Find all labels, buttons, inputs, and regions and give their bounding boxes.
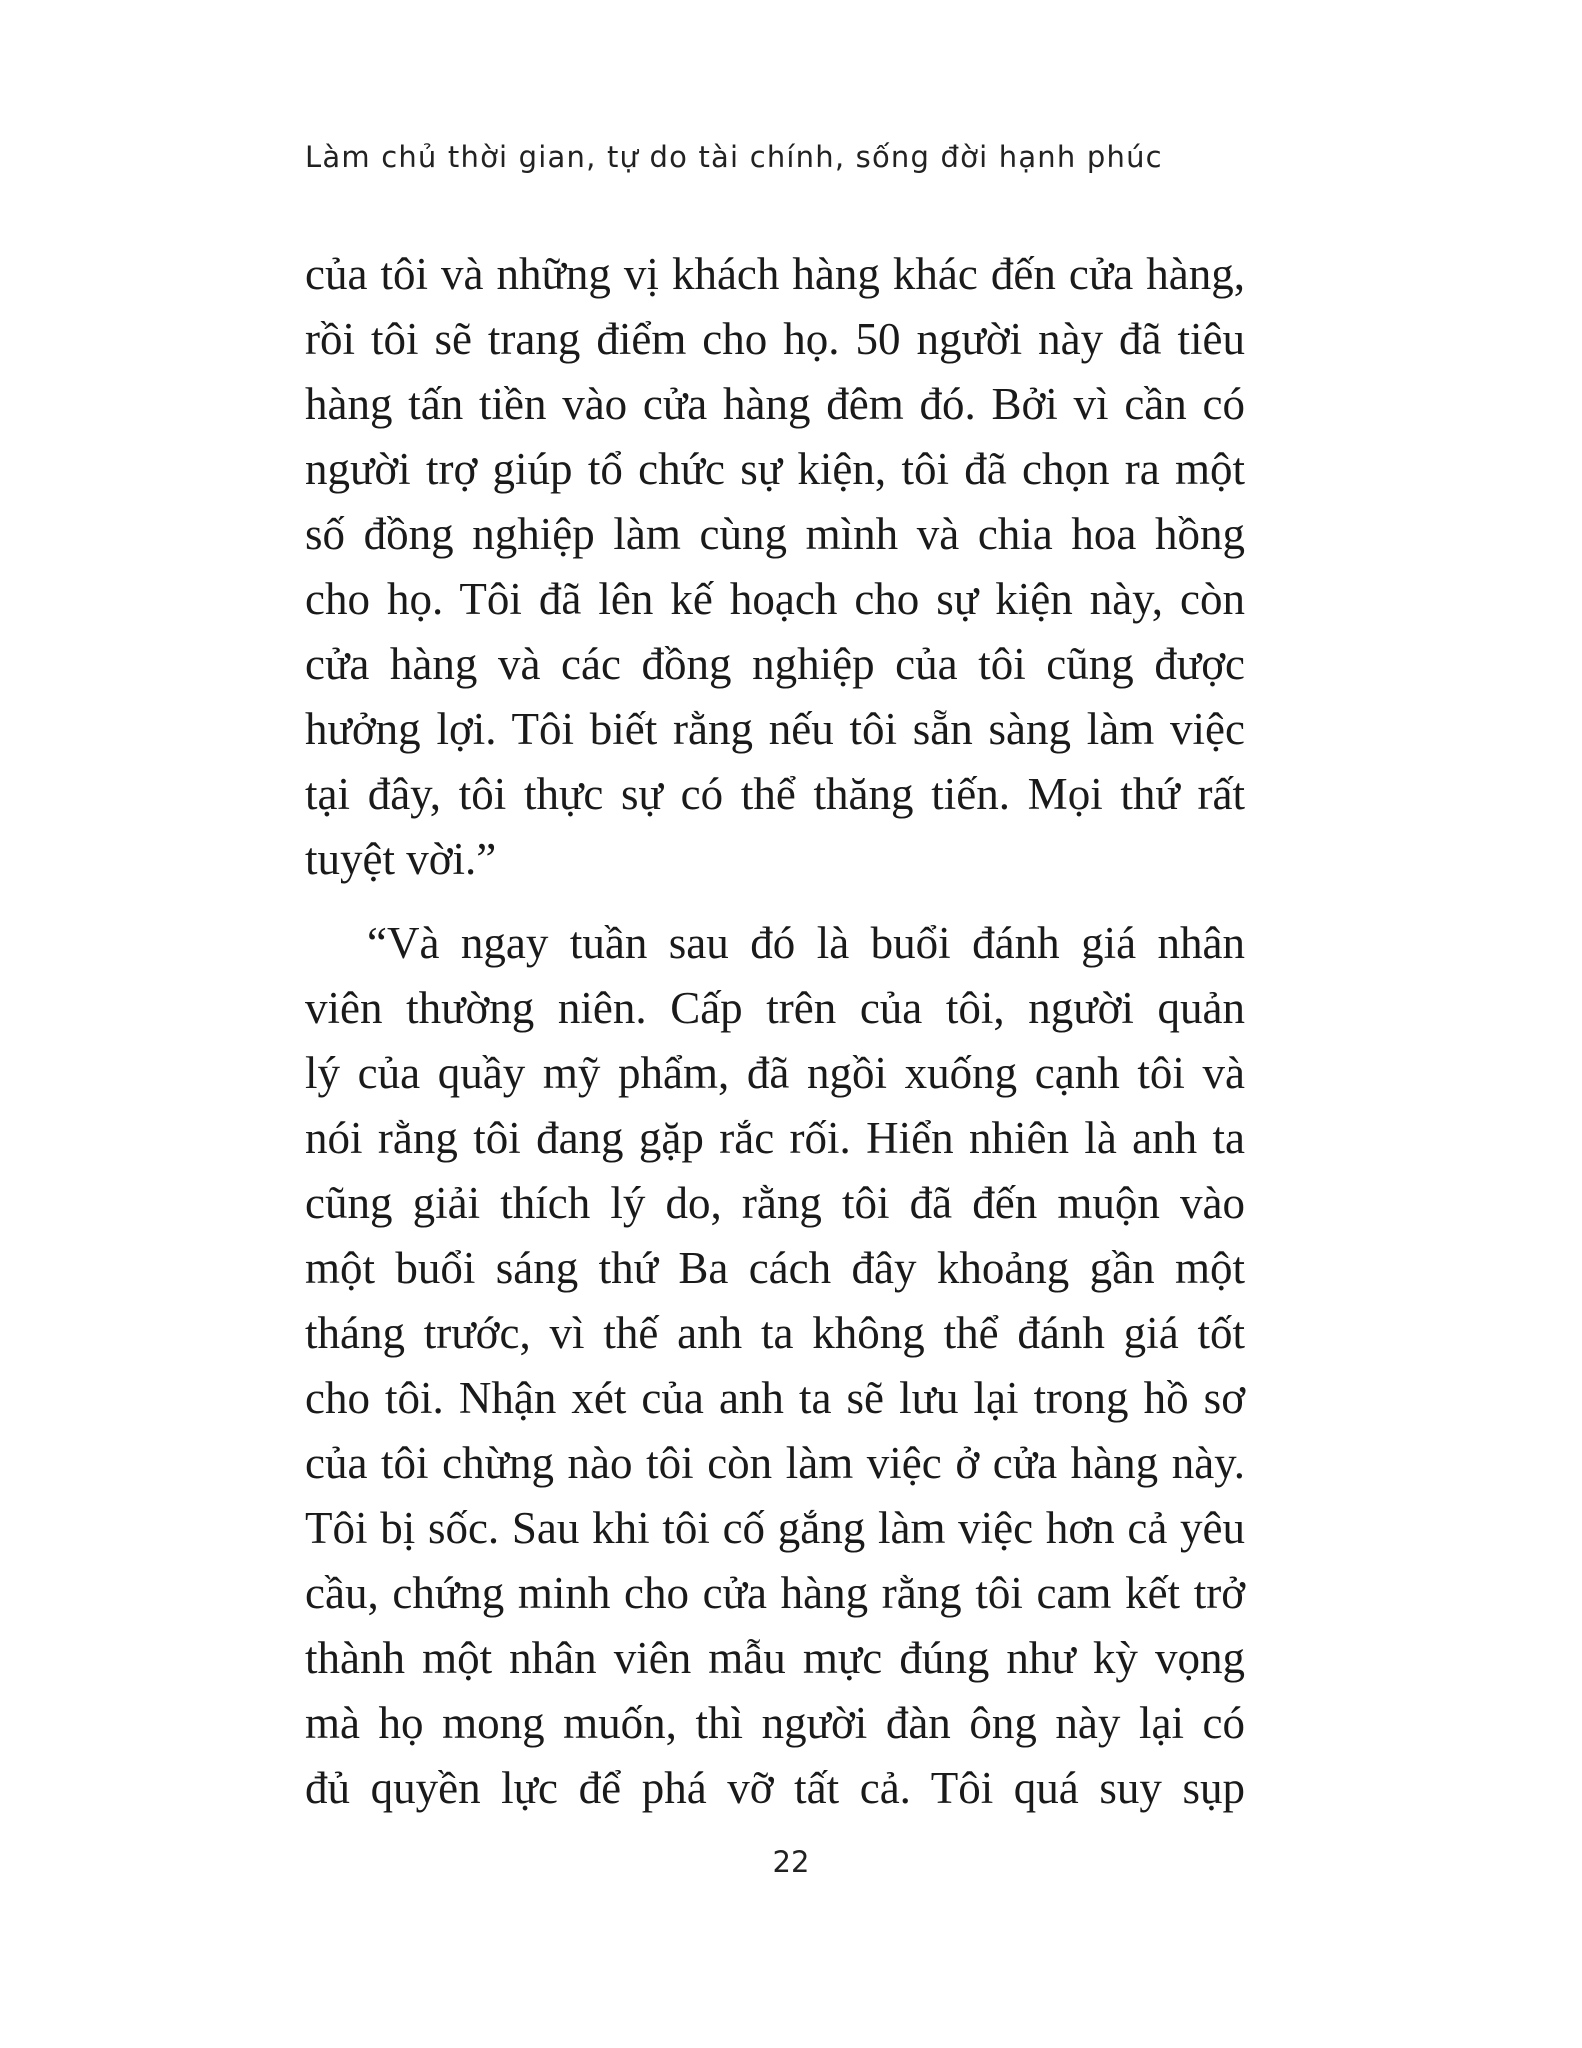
running-header-title: Làm chủ thời gian, tự do tài chính, sống đời hạnh phúc xyxy=(305,140,1163,174)
text-line: số đồng nghiệp làm cùng mình và chia hoa hồng xyxy=(305,509,1245,559)
text-line: cho tôi. Nhận xét của anh ta sẽ lưu lại trong hồ sơ xyxy=(305,1373,1245,1423)
body-text xyxy=(305,242,1245,1821)
text-line: của tôi chừng nào tôi còn làm việc ở cửa hàng này. xyxy=(305,1438,1245,1488)
text-line: mà họ mong muốn, thì người đàn ông này lại có xyxy=(305,1698,1245,1748)
paragraph-2 xyxy=(305,911,1245,1821)
text-line: của tôi và những vị khách hàng khác đến cửa hàng, xyxy=(305,249,1245,299)
page-number: 22 xyxy=(772,1845,810,1879)
paragraph-spacer xyxy=(305,892,1245,911)
text-line: cho họ. Tôi đã lên kế hoạch cho sự kiện này, còn xyxy=(305,574,1245,624)
text-line: tuyệt vời.” xyxy=(305,834,497,884)
text-line: nói rằng tôi đang gặp rắc rối. Hiển nhiên là anh ta xyxy=(305,1113,1245,1163)
text-line: hàng tấn tiền vào cửa hàng đêm đó. Bởi vì cần có xyxy=(305,379,1245,429)
text-line: cửa hàng và các đồng nghiệp của tôi cũng được xyxy=(305,639,1245,689)
text-line: viên thường niên. Cấp trên của tôi, người quản xyxy=(305,983,1245,1033)
text-line: người trợ giúp tổ chức sự kiện, tôi đã chọn ra một xyxy=(305,444,1245,494)
text-line: Tôi bị sốc. Sau khi tôi cố gắng làm việc hơn cả yêu xyxy=(305,1503,1245,1553)
text-line: tại đây, tôi thực sự có thể thăng tiến. Mọi thứ rất xyxy=(305,769,1245,819)
paragraph-1 xyxy=(305,242,1245,892)
text-line: tháng trước, vì thế anh ta không thể đánh giá tốt xyxy=(305,1308,1245,1358)
text-line: hưởng lợi. Tôi biết rằng nếu tôi sẵn sàng làm việc xyxy=(305,704,1245,754)
text-line: một buổi sáng thứ Ba cách đây khoảng gần một xyxy=(305,1243,1245,1293)
text-line: đủ quyền lực để phá vỡ tất cả. Tôi quá suy sụp xyxy=(305,1763,1245,1813)
text-line: “Và ngay tuần sau đó là buổi đánh giá nhân xyxy=(367,918,1245,968)
text-line: cũng giải thích lý do, rằng tôi đã đến muộn vào xyxy=(305,1178,1245,1228)
text-line: rồi tôi sẽ trang điểm cho họ. 50 người này đã tiêu xyxy=(305,314,1245,364)
text-line: cầu, chứng minh cho cửa hàng rằng tôi cam kết trở xyxy=(305,1568,1245,1618)
text-line: thành một nhân viên mẫu mực đúng như kỳ vọng xyxy=(305,1633,1245,1683)
text-line: lý của quầy mỹ phẩm, đã ngồi xuống cạnh tôi và xyxy=(305,1048,1245,1098)
